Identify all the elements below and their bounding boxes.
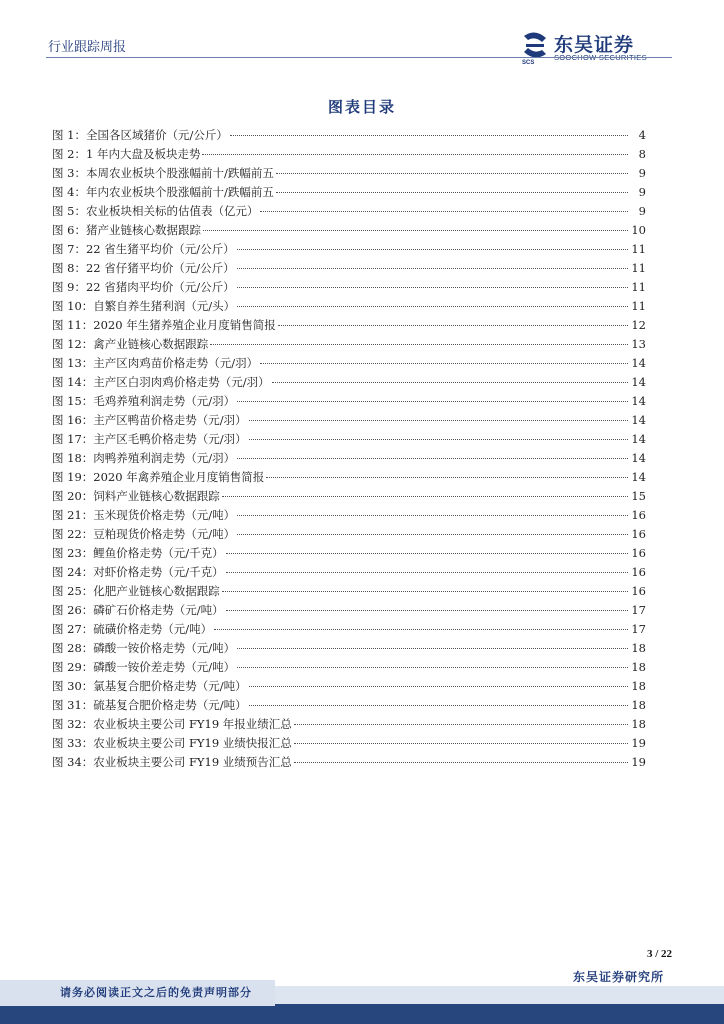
toc-entry-label-wrap [52, 734, 630, 753]
toc-entry-page: 14 [631, 394, 646, 408]
toc-entry-page: 16 [631, 546, 646, 560]
toc-entry-label: 图 25：化肥产业链核心数据跟踪 [52, 584, 220, 598]
toc-entry[interactable] [52, 601, 646, 620]
toc-entry[interactable] [52, 183, 646, 202]
toc-entry-label: 图 24：对虾价格走势（元/千克） [52, 565, 224, 579]
toc-title: 图表目录 [327, 98, 396, 116]
toc-entry-label: 图 32：农业板块主要公司 FY19 年报业绩汇总 [52, 717, 292, 731]
toc-entry-label-wrap [52, 164, 630, 183]
toc-entry-label-wrap [52, 430, 630, 449]
toc-leader-dots [294, 762, 628, 763]
toc-entry-page: 4 [638, 128, 646, 142]
toc-entry-page: 10 [631, 223, 646, 237]
toc-entry-label: 图 14：主产区白羽肉鸡价格走势（元/羽） [52, 375, 270, 389]
toc-entry[interactable] [52, 506, 646, 525]
toc-entry-page: 14 [631, 356, 646, 370]
toc-entry-page: 11 [631, 242, 646, 256]
toc-entry[interactable] [52, 658, 646, 677]
toc-entry-label-wrap [52, 240, 630, 259]
toc-leader-dots [272, 382, 628, 383]
toc-leader-dots [222, 591, 628, 592]
toc-entry-label-wrap [52, 221, 630, 240]
toc-entry-page: 14 [631, 432, 646, 446]
toc-entry-label-wrap [52, 525, 630, 544]
toc-entry[interactable] [52, 468, 646, 487]
toc-entry-page: 13 [631, 337, 646, 351]
toc-entry-page: 17 [631, 603, 646, 617]
toc-entry-label-wrap [52, 506, 630, 525]
toc-leader-dots [226, 610, 628, 611]
toc-leader-dots [276, 173, 628, 174]
toc-leader-dots [237, 306, 628, 307]
toc-entry-label-wrap [52, 696, 630, 715]
brand-name-en: SOOCHOW SECURITIES [554, 53, 647, 62]
soochow-logo-icon [520, 30, 550, 60]
toc-entry[interactable] [52, 335, 646, 354]
toc-entry[interactable] [52, 164, 646, 183]
toc-leader-dots [202, 154, 628, 155]
toc-entry-label-wrap [52, 449, 630, 468]
toc-entry-page: 14 [631, 451, 646, 465]
toc-entry[interactable] [52, 715, 646, 734]
toc-entry-label-wrap [52, 411, 630, 430]
toc-entry[interactable] [52, 544, 646, 563]
toc-entry[interactable] [52, 259, 646, 278]
toc-entry[interactable] [52, 278, 646, 297]
brand-logo [520, 30, 690, 66]
toc-entry-label-wrap [52, 563, 630, 582]
disclaimer-text: 请务必阅读正文之后的免责声明部分 [60, 986, 252, 999]
toc-entry-page: 16 [631, 584, 646, 598]
toc-entry-label-wrap [52, 601, 630, 620]
toc-entry-label: 图 1：全国各区域猪价（元/公斤） [52, 128, 228, 142]
toc-entry-label: 图 22：豆粕现货价格走势（元/吨） [52, 527, 236, 541]
toc-entry-page: 18 [631, 660, 646, 674]
toc-entry-label: 图 8：22 省仔猪平均价（元/公斤） [52, 261, 235, 275]
toc-leader-dots [294, 743, 628, 744]
toc-entry[interactable] [52, 449, 646, 468]
toc-entry-page: 16 [631, 527, 646, 541]
toc-entry-label: 图 18：肉鸭养殖利润走势（元/羽） [52, 451, 236, 465]
page-number: 3 / 22 [646, 948, 672, 960]
toc-leader-dots [260, 363, 628, 364]
toc-leader-dots [226, 572, 628, 573]
toc-entry[interactable] [52, 734, 646, 753]
toc-entry-label-wrap [52, 145, 630, 164]
toc-entry-page: 9 [638, 204, 646, 218]
brand-name-cn: 东吴证券 [554, 34, 635, 56]
toc-leader-dots [260, 211, 628, 212]
toc-entry-page: 12 [631, 318, 646, 332]
toc-entry-page: 14 [631, 470, 646, 484]
toc-leader-dots [249, 439, 628, 440]
toc-entry-page: 16 [631, 508, 646, 522]
toc-entry-label: 图 10：自繁自养生猪利润（元/头） [52, 299, 236, 313]
toc-leader-dots [210, 344, 628, 345]
toc-entry-label: 图 15：毛鸡养殖利润走势（元/羽） [52, 394, 236, 408]
toc-entry[interactable] [52, 126, 646, 145]
toc-entry-label: 图 31：硫基复合肥价格走势（元/吨） [52, 698, 247, 712]
toc-entry-page: 11 [631, 261, 646, 275]
toc-entry-label-wrap [52, 392, 630, 411]
toc-entry-label: 图 23：鲤鱼价格走势（元/千克） [52, 546, 224, 560]
toc-entry-label: 图 13：主产区肉鸡苗价格走势（元/羽） [52, 356, 259, 370]
toc-leader-dots [203, 230, 628, 231]
toc-leader-dots [237, 648, 628, 649]
toc-entry-label-wrap [52, 658, 630, 677]
toc-entry-label: 图 19：2020 年禽养殖企业月度销售简报 [52, 470, 265, 484]
toc-leader-dots [226, 553, 628, 554]
toc-entry-label: 图 3：本周农业板块个股涨幅前十/跌幅前五 [52, 166, 274, 180]
toc-entry[interactable] [52, 316, 646, 335]
toc-entry[interactable] [52, 354, 646, 373]
toc-entry-page: 11 [631, 299, 646, 313]
toc-entry-label: 图 20：饲料产业链核心数据跟踪 [52, 489, 220, 503]
toc-entry-page: 19 [631, 736, 646, 750]
toc-leader-dots [249, 420, 628, 421]
toc-entry[interactable] [52, 145, 646, 164]
toc-entry-label: 图 7：22 省生猪平均价（元/公斤） [52, 242, 235, 256]
toc-entry-page: 16 [631, 565, 646, 579]
toc-leader-dots [249, 686, 628, 687]
toc-leader-dots [266, 477, 628, 478]
toc-entry-label-wrap [52, 753, 630, 772]
toc-entry-page: 18 [631, 641, 646, 655]
toc-leader-dots [214, 629, 628, 630]
toc-entry[interactable] [52, 430, 646, 449]
toc-entry-label-wrap [52, 297, 630, 316]
toc-entry-label-wrap [52, 126, 630, 145]
toc-entry-page: 15 [631, 489, 646, 503]
toc-entry-label: 图 16：主产区鸭苗价格走势（元/羽） [52, 413, 247, 427]
toc-entry[interactable] [52, 639, 646, 658]
toc-entry-label-wrap [52, 183, 630, 202]
toc-leader-dots [294, 724, 628, 725]
toc-entry-page: 9 [638, 166, 646, 180]
toc-entry-label: 图 28：磷酸一铵价格走势（元/吨） [52, 641, 236, 655]
toc-entry-label: 图 33：农业板块主要公司 FY19 业绩快报汇总 [52, 736, 292, 750]
toc-entry-page: 14 [631, 375, 646, 389]
toc-entry[interactable] [52, 202, 646, 221]
toc-entry-page: 17 [631, 622, 646, 636]
toc-entry-label: 图 4：年内农业板块个股涨幅前十/跌幅前五 [52, 185, 274, 199]
toc-entry-label: 图 27：硫磺价格走势（元/吨） [52, 622, 213, 636]
toc-leader-dots [237, 515, 628, 516]
toc-entry-label-wrap [52, 582, 630, 601]
toc-entry-label-wrap [52, 639, 630, 658]
toc-entry-label-wrap [52, 278, 630, 297]
toc-entry-label: 图 30：氯基复合肥价格走势（元/吨） [52, 679, 247, 693]
toc-leader-dots [237, 534, 628, 535]
toc-entry[interactable] [52, 411, 646, 430]
toc-entry[interactable] [52, 240, 646, 259]
toc-entry-page: 9 [638, 185, 646, 199]
toc-entry-label-wrap [52, 677, 630, 696]
toc-entry-label: 图 2：1 年内大盘及板块走势 [52, 147, 201, 161]
toc-entry[interactable] [52, 582, 646, 601]
toc-leader-dots [222, 496, 628, 497]
toc-leader-dots [249, 705, 628, 706]
figure-toc-list [52, 126, 646, 772]
toc-leader-dots [237, 268, 628, 269]
toc-entry-label-wrap [52, 259, 630, 278]
toc-entry[interactable] [52, 620, 646, 639]
toc-entry-label: 图 9：22 省猪肉平均价（元/公斤） [52, 280, 235, 294]
toc-leader-dots [278, 325, 628, 326]
toc-entry-label-wrap [52, 335, 630, 354]
toc-entry-page: 19 [631, 755, 646, 769]
toc-entry-page: 14 [631, 413, 646, 427]
toc-entry-label: 图 6：猪产业链核心数据跟踪 [52, 223, 201, 237]
toc-entry[interactable] [52, 696, 646, 715]
toc-entry-label: 图 5：农业板块相关标的估值表（亿元） [52, 204, 259, 218]
toc-entry[interactable] [52, 297, 646, 316]
brand-abbr: SCS [522, 60, 535, 66]
toc-entry-page: 18 [631, 717, 646, 731]
report-type-label: 行业跟踪周报 [48, 40, 127, 55]
toc-leader-dots [237, 401, 628, 402]
toc-entry-page: 8 [638, 147, 646, 161]
toc-entry-label-wrap [52, 373, 630, 392]
toc-entry-label: 图 26：磷矿石价格走势（元/吨） [52, 603, 224, 617]
toc-entry-label-wrap [52, 202, 630, 221]
toc-entry-label-wrap [52, 620, 630, 639]
toc-entry-page: 11 [631, 280, 646, 294]
research-institute-label: 东吴证券研究所 [572, 970, 664, 984]
toc-entry[interactable] [52, 373, 646, 392]
toc-entry-label-wrap [52, 354, 630, 373]
toc-entry-page: 18 [631, 679, 646, 693]
toc-entry-label-wrap [52, 544, 630, 563]
toc-leader-dots [237, 249, 628, 250]
toc-leader-dots [230, 135, 628, 136]
toc-entry-label: 图 11：2020 年生猪养殖企业月度销售简报 [52, 318, 276, 332]
toc-entry[interactable] [52, 392, 646, 411]
toc-entry[interactable] [52, 753, 646, 772]
header-divider [46, 57, 672, 58]
toc-entry[interactable] [52, 677, 646, 696]
toc-entry-label-wrap [52, 715, 630, 734]
toc-leader-dots [276, 192, 628, 193]
toc-entry-label-wrap [52, 316, 630, 335]
toc-leader-dots [237, 667, 628, 668]
toc-entry-label: 图 29：磷酸一铵价差走势（元/吨） [52, 660, 236, 674]
toc-entry-label: 图 17：主产区毛鸭价格走势（元/羽） [52, 432, 247, 446]
toc-entry[interactable] [52, 563, 646, 582]
toc-entry-label-wrap [52, 468, 630, 487]
toc-leader-dots [237, 287, 628, 288]
toc-entry[interactable] [52, 525, 646, 544]
toc-leader-dots [237, 458, 628, 459]
toc-entry-label-wrap [52, 487, 630, 506]
toc-entry-page: 18 [631, 698, 646, 712]
toc-entry[interactable] [52, 487, 646, 506]
toc-entry-label: 图 21：玉米现货价格走势（元/吨） [52, 508, 236, 522]
toc-entry[interactable] [52, 221, 646, 240]
toc-entry-label: 图 12：禽产业链核心数据跟踪 [52, 337, 209, 351]
toc-entry-label: 图 34：农业板块主要公司 FY19 业绩预告汇总 [52, 755, 292, 769]
